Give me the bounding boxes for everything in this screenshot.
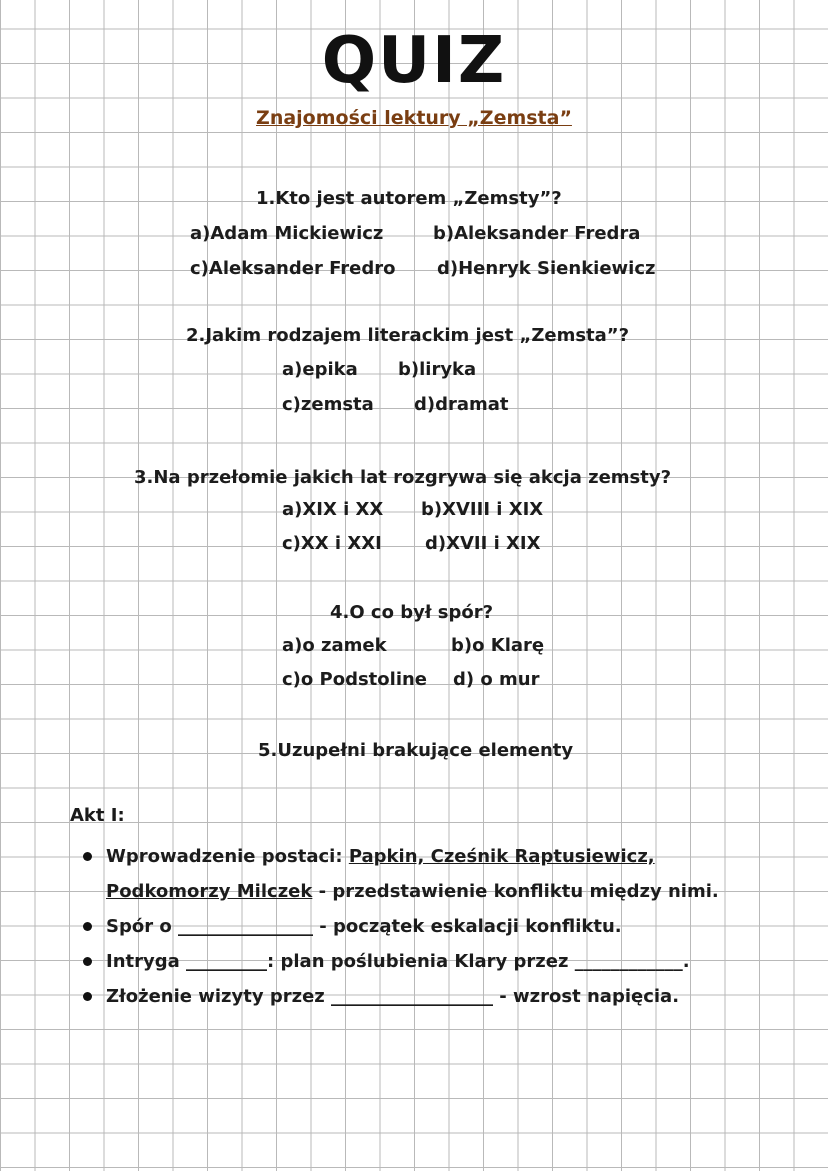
page-subtitle: Znajomości lektury „Zemsta” [256, 107, 572, 129]
bullet-icon [83, 957, 92, 966]
question-4: 4.O co był spór? [330, 602, 494, 623]
question-4-option-a: a)o zamek [282, 635, 387, 656]
act-bullet-list [80, 839, 780, 1014]
question-2-option-c: c)zemsta [282, 394, 374, 415]
question-1-option-a: a)Adam Mickiewicz [190, 223, 384, 244]
list-item [80, 839, 780, 909]
bullet-3-text: Intryga _________: plan poślubienia Klary przez ____________. [106, 951, 690, 972]
bullet-1-rest: - przedstawienie konfliktu między nimi. [312, 881, 719, 902]
page-title: QUIZ [321, 24, 507, 98]
question-5: 5.Uzupełni brakujące elementy [258, 740, 574, 761]
bullet-icon [83, 992, 92, 1001]
question-4-option-c: c)o Podstoline [282, 669, 428, 690]
act-label: Akt I: [70, 805, 125, 826]
question-3-option-b: b)XVIII i XIX [421, 499, 544, 520]
question-1: 1.Kto jest autorem „Zemsty”? [256, 188, 562, 209]
question-1-option-c: c)Aleksander Fredro [190, 258, 396, 279]
question-1-option-b: b)Aleksander Fredra [433, 223, 641, 244]
question-2-option-b: b)liryka [398, 359, 477, 380]
question-3-option-d: d)XVII i XIX [425, 533, 541, 554]
question-2: 2.Jakim rodzajem literackim jest „Zemsta”? [186, 325, 630, 346]
question-3-option-a: a)XIX i XX [282, 499, 384, 520]
question-4-option-d: d) o mur [453, 669, 540, 690]
bullet-icon [83, 922, 92, 931]
question-2-option-a: a)epika [282, 359, 358, 380]
list-item [80, 909, 780, 944]
bullet-icon [83, 852, 92, 861]
question-4-option-b: b)o Klarę [451, 635, 545, 656]
bullet-1-prefix: Wprowadzenie postaci: [106, 846, 349, 867]
bullet-1-character-2: Podkomorzy Milczek [106, 881, 313, 902]
question-3-option-c: c)XX i XXI [282, 533, 382, 554]
question-3: 3.Na przełomie jakich lat rozgrywa się akcja zemsty? [134, 467, 672, 488]
bullet-4-text: Złożenie wizyty przez __________________ - wzrost napięcia. [106, 986, 680, 1007]
question-2-option-d: d)dramat [414, 394, 509, 415]
list-item [80, 979, 780, 1014]
list-item [80, 944, 780, 979]
question-1-option-d: d)Henryk Sienkiewicz [437, 258, 656, 279]
bullet-1-characters: Papkin, Cześnik Raptusiewicz, [348, 846, 655, 867]
bullet-2-text: Spór o _______________ - początek eskalacji konfliktu. [106, 916, 622, 937]
